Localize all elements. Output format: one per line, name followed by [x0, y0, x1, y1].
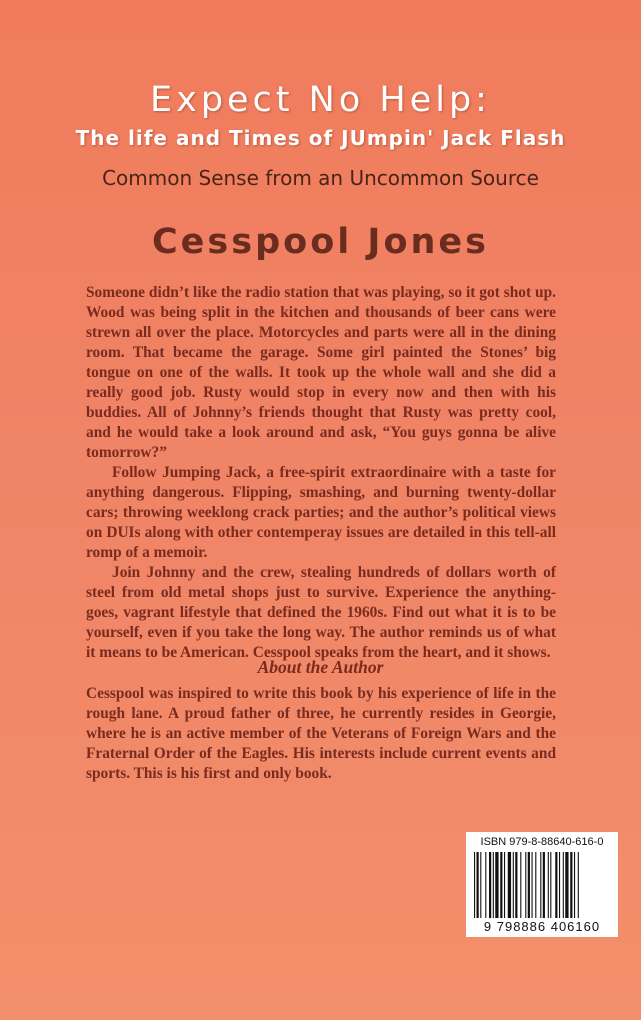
blurb-paragraph-2: Follow Jumping Jack, a free-spirit extraordinaire with a taste for anything dangerous. Flipping, smashing, and burning twenty-dollar cars; throwing weeklong crack parties; and the author’s political views on DUIs along with other contemperay issues are detailed in this tell-all romp of a memoir.	[86, 464, 556, 561]
barcode	[466, 832, 618, 937]
barcode-bars	[474, 852, 610, 918]
book-title-main: Expect No Help:	[150, 80, 491, 120]
author-name: Cesspool Jones	[152, 222, 489, 262]
blurb-paragraph-1: Someone didn’t like the radio station that was playing, so it got shot up. Wood was being split in the kitchen and thousands of beer cans were strewn all over the place. Motorcycles and parts were all in the dining room. That became the garage. Some girl painted the Stones’ big tongue on one of the walls. It took up the whole wall and she did a really good job. Rusty would stop in every now and then with his buddies. All of Johnny’s friends thought that Rusty was pretty cool, and he would take a look around and ask, “You guys gonna be alive tomorrow?”	[86, 284, 556, 461]
isbn-label: ISBN 979-8-88640-616-0	[480, 836, 604, 848]
about-author-heading: About the Author	[257, 657, 384, 677]
book-tagline: Common Sense from an Uncommon Source	[102, 166, 539, 190]
about-author-text: Cesspool was inspired to write this book by his experience of life in the rough lane. A proud father of three, he currently resides in Georgie, where he is an active member of the Veterans of Foreign Wars and the Fraternal Order of the Eagles. His interests include current events and sports. This is his first and only book.	[86, 685, 556, 782]
blurb-paragraph-3: Join Johnny and the crew, stealing hundreds of dollars worth of steel from old metal shops just to survive. Experience the anything-goes, vagrant lifestyle that defined the 1960s. Find out what it is to be yourself, even if you take the long way. The author reminds us of what it means to be American. Cesspool speaks from the heart, and it shows.	[86, 564, 556, 661]
barcode-digits: 9 798886 406160	[483, 919, 601, 934]
blurb	[86, 283, 556, 663]
book-title-sub: The life and Times of JUmpin' Jack Flash	[75, 126, 566, 150]
